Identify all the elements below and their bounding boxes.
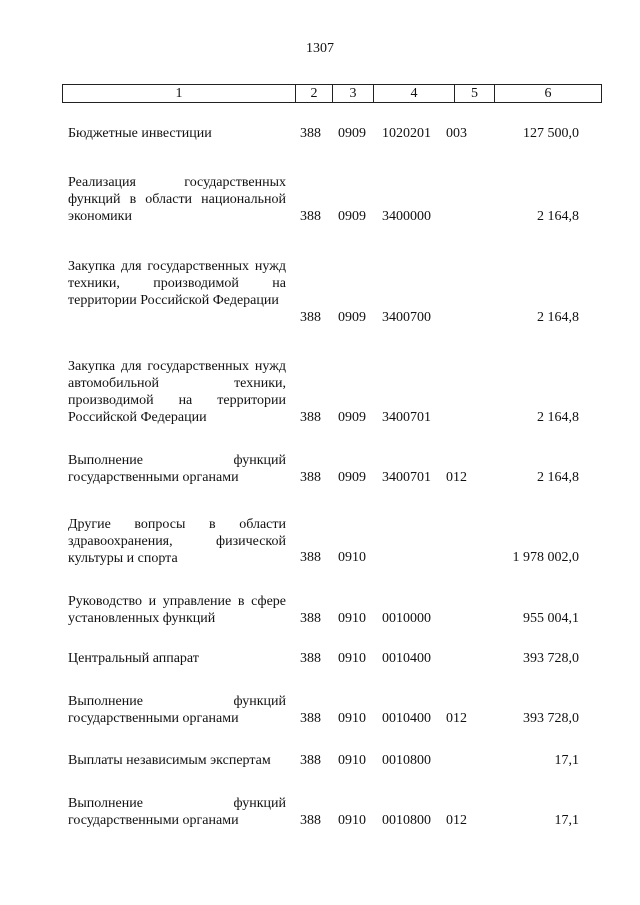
header-col-1: 1	[63, 85, 296, 102]
row-col-2: 388	[300, 651, 321, 666]
row-col-6: 2 164,8	[537, 310, 579, 325]
row-col-2: 388	[300, 611, 321, 626]
row-description: Выполнение функций государственными органами	[68, 694, 286, 726]
row-col-2: 388	[300, 550, 321, 565]
row-col-6: 393 728,0	[523, 651, 579, 666]
row-col-2: 388	[300, 470, 321, 485]
row-col-2: 388	[300, 209, 321, 224]
row-col-2: 388	[300, 753, 321, 768]
row-col-6: 17,1	[554, 813, 579, 828]
row-col-4: 0010400	[382, 711, 431, 726]
row-col-3: 0909	[338, 410, 366, 425]
row-col-4: 3400701	[382, 470, 431, 485]
row-description: Закупка для государственных нужд техники, производимой на территории Российской Федерации	[68, 259, 286, 308]
row-col-4: 0010400	[382, 651, 431, 666]
row-description: Центральный аппарат	[68, 651, 199, 666]
row-col-6: 2 164,8	[537, 209, 579, 224]
row-col-4: 3400701	[382, 410, 431, 425]
header-col-6: 6	[544, 86, 552, 101]
row-col-3: 0910	[338, 611, 366, 626]
row-col-2: 388	[300, 126, 321, 141]
header-col-4: 4	[374, 85, 455, 102]
row-col-6: 2 164,8	[537, 470, 579, 485]
row-col-4: 0010000	[382, 611, 431, 626]
row-col-5: 012	[446, 813, 467, 828]
row-description: Реализация государственных функций в области национальной экономики	[68, 175, 286, 224]
row-description: Выполнение функций государственными органами	[68, 796, 286, 828]
row-description: Другие вопросы в области здравоохранения, физической культуры и спорта	[68, 517, 286, 566]
page-number: 1307	[306, 41, 334, 56]
row-col-4: 3400000	[382, 209, 431, 224]
header-col-5: 5	[455, 85, 495, 102]
row-col-4: 3400700	[382, 310, 431, 325]
row-description: Закупка для государственных нужд автомобильной техники, производимой на территории Российской Федерации	[68, 359, 286, 425]
row-col-2: 388	[300, 813, 321, 828]
row-description: Руководство и управление в сфере установленных функций	[68, 594, 286, 626]
header-col-3: 3	[333, 85, 374, 102]
row-col-6: 1 978 002,0	[512, 550, 579, 565]
row-col-2: 388	[300, 410, 321, 425]
row-col-3: 0910	[338, 813, 366, 828]
row-col-6: 2 164,8	[537, 410, 579, 425]
row-col-3: 0910	[338, 550, 366, 565]
row-col-6: 955 004,1	[523, 611, 579, 626]
row-col-5: 012	[446, 711, 467, 726]
row-col-3: 0909	[338, 209, 366, 224]
row-description: Выполнение функций государственными органами	[68, 453, 286, 485]
row-col-3: 0910	[338, 753, 366, 768]
row-col-6: 127 500,0	[523, 126, 579, 141]
row-col-3: 0909	[338, 126, 366, 141]
table-header	[62, 84, 602, 103]
row-col-4: 0010800	[382, 753, 431, 768]
row-col-4: 1020201	[382, 126, 431, 141]
row-col-2: 388	[300, 711, 321, 726]
row-col-5: 012	[446, 470, 467, 485]
row-col-6: 393 728,0	[523, 711, 579, 726]
row-description: Выплаты независимым экспертам	[68, 753, 271, 768]
row-col-3: 0909	[338, 310, 366, 325]
row-col-2: 388	[300, 310, 321, 325]
row-col-3: 0910	[338, 711, 366, 726]
row-col-6: 17,1	[554, 753, 579, 768]
row-description: Бюджетные инвестиции	[68, 126, 212, 141]
row-col-3: 0909	[338, 470, 366, 485]
row-col-4: 0010800	[382, 813, 431, 828]
row-col-3: 0910	[338, 651, 366, 666]
header-col-2: 2	[296, 85, 333, 102]
row-col-5: 003	[446, 126, 467, 141]
